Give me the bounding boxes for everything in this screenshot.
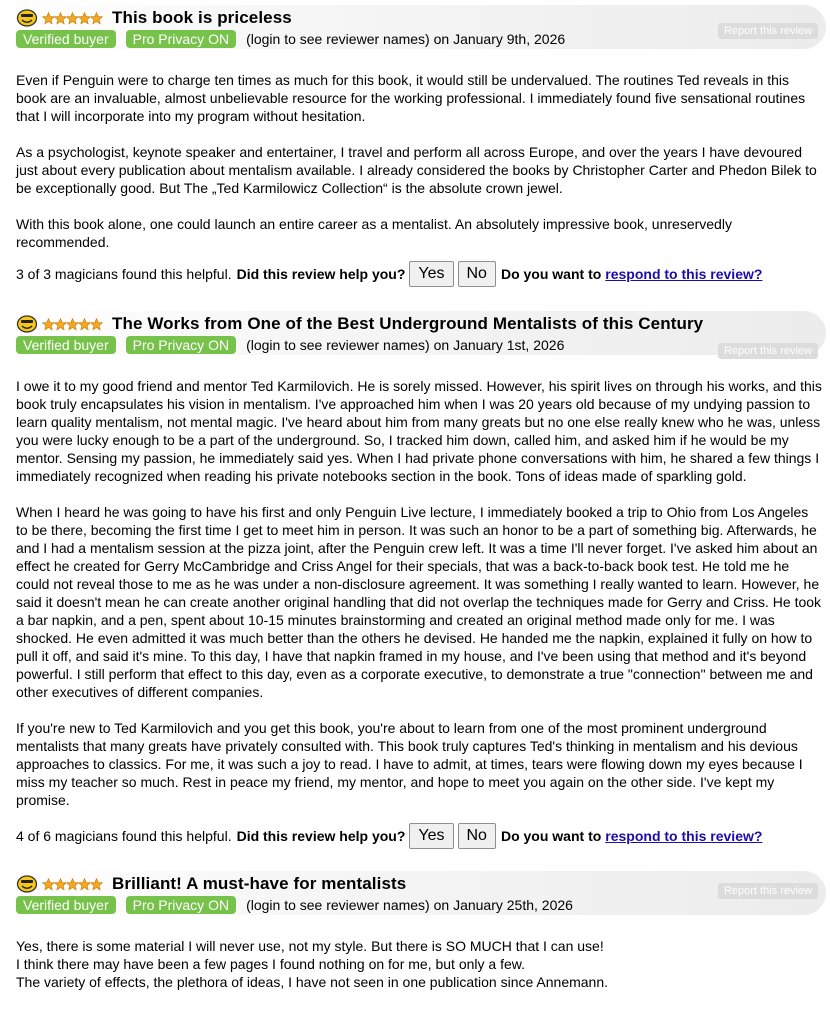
review-line: The variety of effects, the plethora of ideas, I have not seen in one publication since Annemann. bbox=[16, 974, 609, 990]
star-icon bbox=[90, 878, 103, 891]
star-rating bbox=[42, 318, 102, 331]
review-meta: (login to see reviewer names) on January 9th, 2026 bbox=[246, 31, 566, 47]
review-3 bbox=[10, 871, 826, 991]
review-meta: (login to see reviewer names) on January 1st, 2026 bbox=[246, 337, 565, 353]
review-body bbox=[10, 377, 826, 809]
pro-privacy-badge: Pro Privacy ON bbox=[126, 336, 236, 354]
helpful-question: Did this review help you? bbox=[236, 828, 406, 844]
review-paragraph: As a psychologist, keynote speaker and entertainer, I travel and perform all across Europe, and over the years I have devoured just about every publication about mentalism available. I already considered the books by Christopher Carter and Phedon Bilek to be exceptionally good. But The „Ted Karmilowicz Collection“ is the absolute crown jewel. bbox=[16, 144, 817, 196]
review-paragraph: I owe it to my good friend and mentor Ted Karmilovich. He is sorely missed. However, his spirit lives on through his works, and this book truly encapsulates his vision in mentalism. I've approached him when I was 20 years old because of my undying passion to learn quality mentalism, not mental magic. I've heard about him from many greats but no one else really knew who he was, unless you were lucky enough to be a part of the underground. So, I tracked him down, called him, and asked him if he would be my mentor. Sensing my passion, he immediately said yes. When I had private phone conversations with him, he shared a few things I immediately recognized when reading his private notebooks section in the book. Tons of ideas made of sparkling gold. bbox=[16, 378, 822, 484]
report-review-button[interactable]: Report this review bbox=[718, 343, 818, 359]
helpful-count: 4 of 6 magicians found this helpful. bbox=[16, 828, 232, 844]
helpful-question: Did this review help you? bbox=[236, 266, 406, 282]
review-body bbox=[10, 937, 826, 991]
review-1 bbox=[10, 5, 826, 287]
helpful-bar bbox=[10, 261, 826, 287]
verified-buyer-badge: Verified buyer bbox=[16, 896, 116, 914]
helpful-bar bbox=[10, 823, 826, 849]
review-header bbox=[10, 5, 826, 49]
yes-button[interactable]: Yes bbox=[409, 823, 453, 849]
smiley-face-icon bbox=[16, 9, 38, 27]
review-paragraph: Even if Penguin were to charge ten times as much for this book, it would still be undervalued. The routines Ted reveals in this book are an invaluable, almost unbelievable resource for the working professional. I immediately found five sensational routines that I will incorporate into my program without hesitation. bbox=[16, 72, 806, 124]
review-title: Brilliant! A must-have for mentalists bbox=[112, 874, 407, 893]
review-paragraph: With this book alone, one could launch an entire career as a mentalist. An absolutely impressive book, unreservedly recommended. bbox=[16, 216, 732, 250]
yes-button[interactable]: Yes bbox=[409, 261, 453, 287]
review-header bbox=[10, 871, 826, 915]
review-line: I think there may have been a few pages I found nothing on for me, but only a few. bbox=[16, 956, 525, 972]
star-icon bbox=[90, 12, 103, 25]
review-title: This book is priceless bbox=[112, 8, 292, 27]
verified-buyer-badge: Verified buyer bbox=[16, 30, 116, 48]
review-paragraph: When I heard he was going to have his first and only Penguin Live lecture, I immediately booked a trip to Ohio from Los Angeles to be there, becoming the first time I get to meet him in person. It was such an honor to be a part of something big. Afterwards, he and I had a mentalism session at the pizza joint, after the Penguin crew left. It was a time I'll never forget. I've asked him about an effect he created for Gerry McCambridge and Criss Angel for their specials, that was a back-to-back book test. He told me he could not reveal those to me as he was under a non-disclosure agreement. It was something I really wanted to learn. However, he said it doesn't mean he can create another original handling that did not overlap the techniques made for Gerry and Criss. He took a bar napkin, and a pen, spent about 10-15 minutes brainstorming and created an original method made only for me. I was shocked. He even admitted it was much better than the others he devised. He handed me the napkin, explained it fully on how to pull it off, and said it's mine. To this day, I have that napkin framed in my house, and I've been using that method and it's beyond powerful. I still perform that effect to this day, even as a corporate executive, to demonstrate a true "connection" between me and other executives of different companies. bbox=[16, 504, 822, 700]
respond-link[interactable]: respond to this review? bbox=[605, 266, 763, 282]
verified-buyer-badge: Verified buyer bbox=[16, 336, 116, 354]
respond-link[interactable]: respond to this review? bbox=[605, 828, 763, 844]
star-icon bbox=[90, 318, 103, 331]
helpful-count: 3 of 3 magicians found this helpful. bbox=[16, 266, 232, 282]
star-rating bbox=[42, 878, 102, 891]
respond-prompt: Do you want to bbox=[500, 266, 602, 282]
no-button[interactable]: No bbox=[458, 261, 496, 287]
smiley-face-icon bbox=[16, 875, 38, 893]
respond-prompt: Do you want to bbox=[500, 828, 602, 844]
smiley-face-icon bbox=[16, 315, 38, 333]
pro-privacy-badge: Pro Privacy ON bbox=[126, 896, 236, 914]
pro-privacy-badge: Pro Privacy ON bbox=[126, 30, 236, 48]
review-header bbox=[10, 311, 826, 355]
review-title: The Works from One of the Best Underground Mentalists of this Century bbox=[112, 314, 704, 333]
report-review-button[interactable]: Report this review bbox=[718, 23, 818, 39]
review-body bbox=[10, 71, 826, 251]
no-button[interactable]: No bbox=[458, 823, 496, 849]
review-paragraph: If you're new to Ted Karmilovich and you get this book, you're about to learn from one of the most prominent underground mentalists that many greats have privately consulted with. This book truly captures Ted's thinking in mentalism and his devious approaches to classics. For me, it was such a joy to read. I have to admit, at times, tears were flowing down my eyes because I miss my teacher so much. Rest in peace my friend, my mentor, and hope to meet you again on the other side. I've kept my promise. bbox=[16, 720, 803, 808]
review-2 bbox=[10, 311, 826, 849]
star-rating bbox=[42, 12, 102, 25]
report-review-button[interactable]: Report this review bbox=[718, 883, 818, 899]
review-meta: (login to see reviewer names) on January 25th, 2026 bbox=[246, 897, 573, 913]
review-line: Yes, there is some material I will never use, not my style. But there is SO MUCH that I can use! bbox=[16, 938, 604, 954]
